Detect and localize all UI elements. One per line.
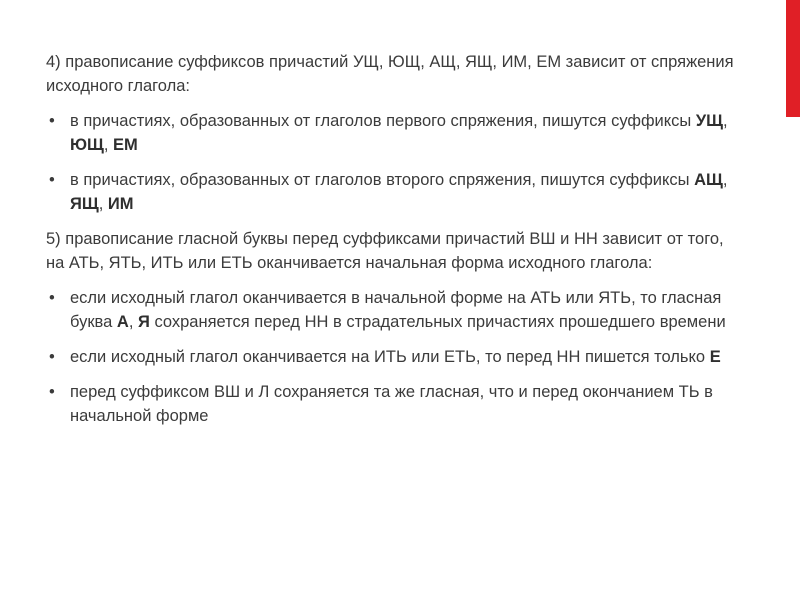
bullet-text: в причастиях, образованных от глаголов второго спряжения, пишутся суффиксы [70,171,695,189]
bullet-first-conjugation [46,109,736,157]
separator: , [98,195,108,213]
section-5-intro: 5) правописание гласной буквы перед суффиксами причастий ВШ и НН зависит от того, на АТЬ, ЯТЬ, ИТЬ или ЕТЬ оканчивается начальная форма исходного глагола: [46,230,724,272]
bullet-it-et [46,345,736,369]
suffix-em: ЕМ [113,136,138,154]
separator: , [103,136,114,154]
bullet-vsh-l [46,380,736,428]
bullet-text: перед суффиксом ВШ и Л сохраняется та же гласная, что и перед окончанием ТЬ в начальной форме [70,383,713,425]
vowel-a: А [116,313,129,331]
bullet-text: если исходный глагол оканчивается на ИТЬ или ЕТЬ, то перед НН пишется только [70,348,710,366]
separator: , [722,112,728,130]
separator: , [128,313,138,331]
bullet-marker: • [49,289,55,307]
vowel-ya: Я [138,313,150,331]
bullet-marker: • [49,348,55,366]
bullet-text: в причастиях, образованных от глаголов первого спряжения, пишутся суффиксы [70,112,696,130]
suffix-ashch: АЩ [694,171,723,189]
suffix-ushch: УЩ [695,112,723,130]
separator: , [722,171,728,189]
accent-bar [786,0,800,117]
bullet-marker: • [49,383,55,401]
vowel-e: Е [709,348,721,366]
suffix-im: ИМ [107,195,134,213]
bullet-marker: • [49,112,55,130]
suffix-yashch: ЯЩ [70,195,99,213]
bullet-marker: • [49,171,55,189]
slide-content [46,50,736,439]
bullet-text-tail: сохраняется перед НН в страдательных причастиях прошедшего времени [149,313,726,331]
bullet-second-conjugation [46,168,736,216]
bullet-at-yat [46,286,736,334]
bullet-text: если исходный глагол оканчивается в начальной форме на АТЬ или ЯТЬ, то гласная буква [70,289,722,331]
section-4-intro: 4) правописание суффиксов причастий УЩ, ЮЩ, АЩ, ЯЩ, ИМ, ЕМ зависит от спряжения исходного глагола: [46,53,734,95]
suffix-yushch: ЮЩ [70,136,104,154]
